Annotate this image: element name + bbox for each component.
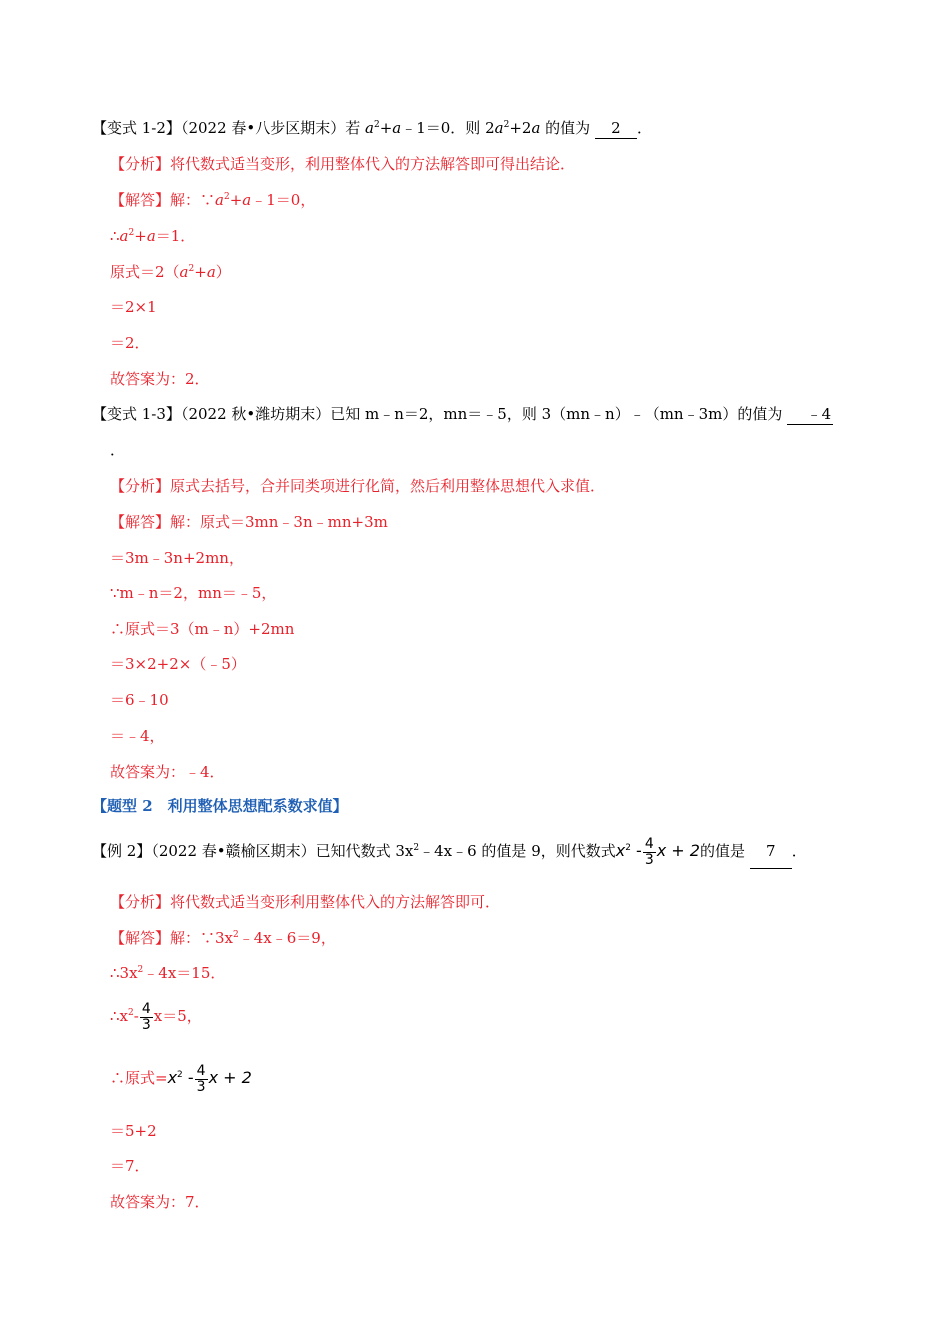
answer-blank: 2 (595, 118, 637, 139)
answer-blank: ﹣4 (787, 404, 833, 425)
solution-line: ∴原式$=x^2$ - $\frac{4}{3}$ x + 2 (110, 1062, 252, 1095)
solution-line: ＝7． (110, 1157, 150, 1175)
analysis: 【分析】将代数式适当变形利用整体代入的方法解答即可． (110, 893, 501, 911)
solution-line: ＝﹣4， (110, 727, 165, 745)
solution-line: 【解答】解：$\because 3x^2﹣4x﹣6=9$， (110, 929, 336, 947)
analysis: 【分析】原式去括号，合并同类项进行化简，然后利用整体思想代入求值． (110, 477, 606, 495)
solution-line: ＝2×1 (110, 298, 157, 316)
question-end: ． (110, 441, 126, 459)
answer-line: 故答案为：2． (110, 370, 210, 388)
solution-line: $\therefore 3x^2﹣4x=15$． (110, 964, 226, 982)
section-heading: 【题型 2 利用整体思想配系数求值】 (92, 797, 348, 815)
question-ex2: 【例 2】（2022 春•赣榆区期末）已知代数式 $3x^2﹣4x﹣6$ 的值是 9，则代数式$x^2$ - $\frac{4}{3}$ x + 2的值是 7 ． (92, 835, 807, 868)
solution-line: ＝3m﹣3n+2mn， (110, 549, 244, 567)
solution-line: $\therefore a^2+a=1$． (110, 227, 196, 245)
solution-line: 原式$=2(a^2+a)$ (110, 263, 231, 281)
solution-line: ＝2． (110, 334, 150, 352)
answer-line: 故答案为：﹣4． (110, 763, 225, 781)
solution-line: 【解答】解：原式＝3mn﹣3n﹣mn+3m (110, 513, 388, 531)
solution-line: ∵m﹣n＝2，mn＝﹣5， (110, 584, 277, 602)
solution-line: $\therefore x^2-$ $\frac{4}{3}$ x＝5， (110, 1000, 202, 1033)
answer-line: 故答案为：7． (110, 1193, 210, 1211)
solution-line: ＝5+2 (110, 1122, 157, 1140)
solution-line: ＝6﹣10 (110, 691, 169, 709)
question-v13: 【变式 1-3】（2022 秋•潍坊期末）已知 m﹣n＝2，mn＝﹣5，则 3（mn﹣n）﹣（mn﹣3m）的值为 ﹣4 (92, 405, 832, 423)
question-v12: 【变式 1-2】（2022 春•八步区期末）若 $a^2+a﹣1=0$．则 $2a^2+2a$ 的值为 2 ． (92, 119, 652, 137)
analysis: 【分析】将代数式适当变形，利用整体代入的方法解答即可得出结论． (110, 155, 576, 173)
answer-blank: 7 (750, 834, 792, 869)
solution-line: ∴原式＝3（m﹣n）+2mn (110, 620, 295, 638)
solution-line: 【解答】解：$\because a^2+a﹣1=0$， (110, 191, 316, 209)
solution-line: ＝3×2+2×（﹣5） (110, 655, 246, 673)
